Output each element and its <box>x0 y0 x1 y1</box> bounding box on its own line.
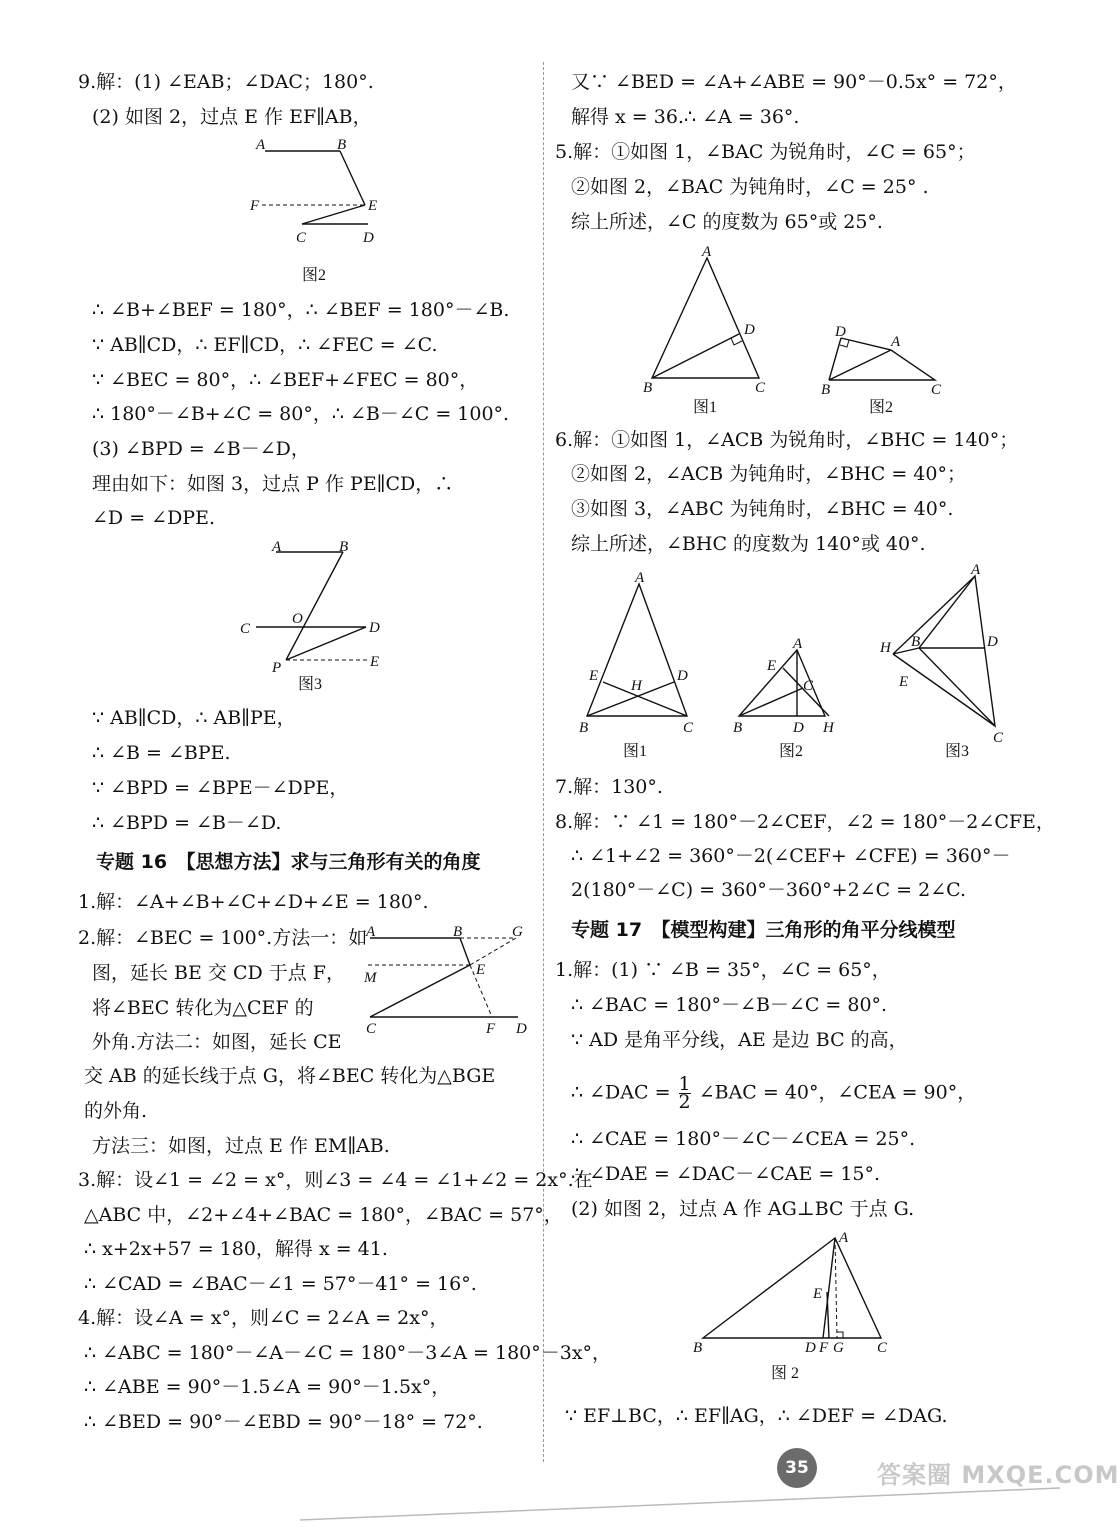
t16-p3-line4: ∴ ∠CAD = ∠BAC－∠1 = 57°－41° = 16°. <box>84 1273 477 1295</box>
p8-line2: ∴ ∠1+∠2 = 360°－2(∠CEF+ ∠CFE) = 360°－ <box>571 845 1011 867</box>
label-d-f2: D <box>835 324 846 340</box>
p9-line13: ∴ ∠BPD = ∠B－∠D. <box>92 812 282 834</box>
label-g-q2: G <box>512 924 523 940</box>
t17-p1-line8: ∵ EF⊥BC，∴ EF∥AG，∴ ∠DEF = ∠DAG. <box>565 1405 948 1427</box>
t16-p2-line5: 交 AB 的延长线于点 G，将∠BEC 转化为△BGE <box>84 1065 496 1087</box>
fig2-caption: 图2 <box>302 267 327 284</box>
figure-5-triangles <box>637 240 997 420</box>
line-ha-6-3 <box>893 576 975 654</box>
figure-t17-2 <box>681 1226 901 1390</box>
t16-p1: 1.解：∠A+∠B+∠C+∠D+∠E = 180°. <box>78 891 429 913</box>
label-f: F <box>250 198 260 214</box>
label-d-f1: D <box>744 322 755 338</box>
line-bc-6-2 <box>739 688 803 716</box>
t17-p1-line1: 1.解：(1) ∵ ∠B = 35°，∠C = 65°， <box>555 959 891 981</box>
p6-fig1-caption: 图1 <box>623 743 648 760</box>
figure-3-parallel <box>236 536 406 696</box>
triangle-abc-1 <box>652 258 759 378</box>
p5-line3: 综上所述，∠C 的度数为 65°或 25°. <box>571 211 883 233</box>
p5-line1: 5.解：①如图 1，∠BAC 为锐角时，∠C = 65°； <box>555 141 976 163</box>
p6-line1: 6.解：①如图 1，∠ACB 为锐角时，∠BHC = 140°； <box>555 429 1019 451</box>
t16-p2-line6: 的外角. <box>84 1100 148 1122</box>
label-a-f1: A <box>702 244 712 260</box>
p5-fig2-caption: 图2 <box>869 399 894 416</box>
line-ce-6-1 <box>603 682 687 716</box>
t17-p1-line3: ∵ AD 是角平分线，AE 是边 BC 的高， <box>571 1029 908 1051</box>
p9-line2: (2) 如图 2，过点 E 作 EF∥AB， <box>92 106 372 128</box>
triangle-abc-6-3 <box>919 576 995 726</box>
p4cont-line2: 解得 x = 36.∴ ∠A = 36°. <box>571 106 800 128</box>
p9-line6: ∴ 180°－∠B+∠C = 80°，∴ ∠B－∠C = 100°. <box>92 403 510 425</box>
label-e-q2: E <box>476 962 486 978</box>
t17-p1-line5: ∴ ∠CAE = 180°－∠C－∠CEA = 25°. <box>571 1128 916 1150</box>
t17-p1-line4b: ∠BAC = 40°，∠CEA = 90°， <box>698 1081 977 1104</box>
bottom-decoration <box>300 1480 1060 1536</box>
label-a-f2: A <box>891 334 901 350</box>
p9-line4: ∵ AB∥CD，∴ EF∥CD，∴ ∠FEC = ∠C. <box>92 334 438 356</box>
t16-p4-line2: ∴ ∠ABC = 180°－∠A－∠C = 180°－3∠A = 180°－3x°， <box>84 1342 612 1364</box>
p9-line8: 理由如下：如图 3，过点 P 作 PE∥CD，∴ <box>92 473 454 495</box>
label-h-62: H <box>823 720 834 736</box>
p9-line11: ∴ ∠B = ∠BPE. <box>92 742 231 764</box>
label-o3: O <box>292 611 303 627</box>
fig3-caption: 图3 <box>298 676 323 693</box>
t17-p1-line4a: ∴ ∠DAC = <box>571 1081 671 1104</box>
label-d3: D <box>369 620 380 636</box>
label-b-63: B <box>911 634 921 650</box>
t17-p1-line2: ∴ ∠BAC = 180°－∠B－∠C = 80°. <box>571 994 888 1016</box>
label-b-61: B <box>579 720 589 736</box>
figure-angle-bec <box>358 918 540 1044</box>
label-e-t17: E <box>813 1286 823 1302</box>
label-a-63: A <box>971 562 981 578</box>
p9-line10: ∵ AB∥CD，∴ AB∥PE， <box>92 707 296 729</box>
label-a-61: A <box>635 570 645 586</box>
decorative-curve <box>300 1488 1060 1520</box>
p5-fig1-caption: 图1 <box>693 399 718 416</box>
label-d-q2: D <box>516 1021 527 1037</box>
p6-fig3-caption: 图3 <box>945 743 970 760</box>
p6-fig2-caption: 图2 <box>779 743 804 760</box>
label-c: C <box>296 230 307 246</box>
t16-p4-line3: ∴ ∠ABE = 90°－1.5∠A = 90°－1.5x°， <box>84 1376 451 1398</box>
t16-p2-line7: 方法三：如图，过点 E 作 EM∥AB. <box>92 1135 390 1157</box>
p9-line12: ∵ ∠BPD = ∠BPE－∠DPE， <box>92 777 349 799</box>
label-b-62: B <box>733 720 743 736</box>
topic16-heading: 专题 16 【思想方法】求与三角形有关的角度 <box>96 851 481 873</box>
label-c3: C <box>240 621 251 637</box>
frac-num: 1 <box>678 1073 691 1095</box>
line-ec <box>302 205 365 224</box>
figure-6-triangles <box>577 562 1047 772</box>
label-b-q2: B <box>453 924 463 940</box>
label-h-61: H <box>631 678 642 694</box>
label-d-t17: D <box>805 1340 816 1356</box>
label-m-q2: M <box>364 970 377 986</box>
figure-2-parallel <box>240 134 400 294</box>
t16-p2-line4: 外角.方法二：如图，延长 CE <box>92 1031 342 1053</box>
t16-p4-line1: 4.解：设∠A = x°，则∠C = 2∠A = 2x°， <box>78 1307 449 1329</box>
t17-p1-line7: (2) 如图 2，过点 A 作 AG⊥BC 于点 G. <box>571 1198 915 1220</box>
p6-line3: ③如图 3，∠ABC 为钝角时，∠BHC = 40°. <box>571 498 954 520</box>
label-h-63: H <box>880 640 891 656</box>
line-hc-6-3 <box>893 654 995 726</box>
label-b-t17: B <box>693 1340 703 1356</box>
right-angle-2 <box>840 340 849 347</box>
label-c-q2: C <box>366 1021 377 1037</box>
label-e-61: E <box>589 668 599 684</box>
t17-p1-line4 <box>571 1073 977 1113</box>
line-da-2 <box>841 338 891 350</box>
label-b-f2: B <box>821 382 831 398</box>
label-a-t17: A <box>839 1230 849 1246</box>
right-angle-t17 <box>837 1332 843 1338</box>
line-eg <box>470 938 516 965</box>
triangle-abc-t17 <box>703 1238 881 1338</box>
line-be <box>340 151 365 205</box>
label-b3: B <box>339 539 349 555</box>
p8-line3: 2(180°－∠C) = 360°－360°+2∠C = 2∠C. <box>571 879 967 901</box>
line-ce <box>370 965 470 1017</box>
line-bd-1 <box>652 334 739 378</box>
label-d-62: D <box>793 720 804 736</box>
line-bd-2 <box>829 338 841 380</box>
label-a3: A <box>272 539 282 555</box>
p7: 7.解：130°. <box>555 776 663 798</box>
t17-p1-line6: ∴ ∠DAE = ∠DAC－∠CAE = 15°. <box>571 1163 881 1185</box>
p9-line7: (3) ∠BPD = ∠B－∠D， <box>92 438 310 460</box>
label-d: D <box>363 230 374 246</box>
label-b-f1: B <box>643 380 653 396</box>
label-e: E <box>368 198 378 214</box>
label-g-t17: G <box>833 1340 844 1356</box>
watermark: 答案圈 MXQE.COM <box>877 1461 1120 1489</box>
label-a-q2: A <box>366 924 376 940</box>
label-f-q2: F <box>486 1021 496 1037</box>
p9-line1: 9.解：(1) ∠EAB；∠DAC；180°. <box>78 71 374 93</box>
line-ag-t17 <box>835 1238 837 1338</box>
line-pd <box>286 627 366 660</box>
t16-p4-line4: ∴ ∠BED = 90°－∠EBD = 90°－18° = 72°. <box>84 1411 483 1433</box>
label-c-t17: C <box>877 1340 888 1356</box>
t16-p2-line2: 图，延长 BE 交 CD 于点 F， <box>92 962 345 984</box>
t16-p2-line1: 2.解：∠BEC = 100°.方法一：如 <box>78 927 368 949</box>
p9-line3: ∴ ∠B+∠BEF = 180°，∴ ∠BEF = 180°－∠B. <box>92 299 510 321</box>
label-e-62: E <box>767 658 777 674</box>
label-c-61: C <box>683 720 694 736</box>
p5-line2: ②如图 2，∠BAC 为钝角时，∠C = 25° . <box>571 176 929 198</box>
label-a-62: A <box>793 636 803 652</box>
label-e3: E <box>370 654 380 670</box>
label-d-61: D <box>677 668 688 684</box>
fraction-one-half <box>678 1073 691 1113</box>
p4cont-line1: 又∵ ∠BED = ∠A+∠ABE = 90°－0.5x° = 72°， <box>571 71 1017 93</box>
p9-line9: ∠D = ∠DPE. <box>92 507 215 529</box>
label-b: B <box>337 137 347 153</box>
line-bp <box>286 552 343 660</box>
p6-line2: ②如图 2，∠ACB 为钝角时，∠BHC = 40°； <box>571 463 966 485</box>
t16-p3-line2: △ABC 中，∠2+∠4+∠BAC = 180°，∠BAC = 57°， <box>84 1204 563 1226</box>
page-number: 35 <box>777 1448 817 1488</box>
label-c-f1: C <box>755 380 766 396</box>
t16-p3-line1: 3.解：设∠1 = ∠2 = x°，则∠3 = ∠4 = ∠1+∠2 = 2x°.在 <box>78 1169 593 1191</box>
frac-den: 2 <box>678 1091 691 1113</box>
t16-p3-line3: ∴ x+2x+57 = 180，解得 x = 41. <box>84 1238 388 1260</box>
t17-fig-caption: 图 2 <box>771 1365 800 1382</box>
p9-line5: ∵ ∠BEC = 80°，∴ ∠BEF+∠FEC = 80°， <box>92 369 479 391</box>
label-c-62: C <box>803 678 814 694</box>
right-angle-1 <box>731 338 742 345</box>
label-c-f2: C <box>931 382 942 398</box>
p6-line4: 综上所述，∠BHC 的度数为 140°或 40°. <box>571 533 926 555</box>
topic17-heading: 专题 17 【模型构建】三角形的角平分线模型 <box>571 919 956 941</box>
label-c-63: C <box>993 730 1004 746</box>
line-ef-t17 <box>827 1292 829 1338</box>
column-divider <box>543 62 545 1462</box>
line-be-q2 <box>460 938 470 965</box>
label-f-t17: F <box>819 1340 829 1356</box>
label-d-63: D <box>987 634 998 650</box>
p8-line1: 8.解：∵ ∠1 = 180°－2∠CEF，∠2 = 180°－2∠CFE， <box>555 811 1055 833</box>
t16-p2-line3: 将∠BEC 转化为△CEF 的 <box>92 997 314 1019</box>
label-e-63: E <box>899 674 909 690</box>
label-p3: P <box>272 660 282 676</box>
label-a: A <box>256 137 266 153</box>
triangle-abc-2 <box>829 350 935 380</box>
